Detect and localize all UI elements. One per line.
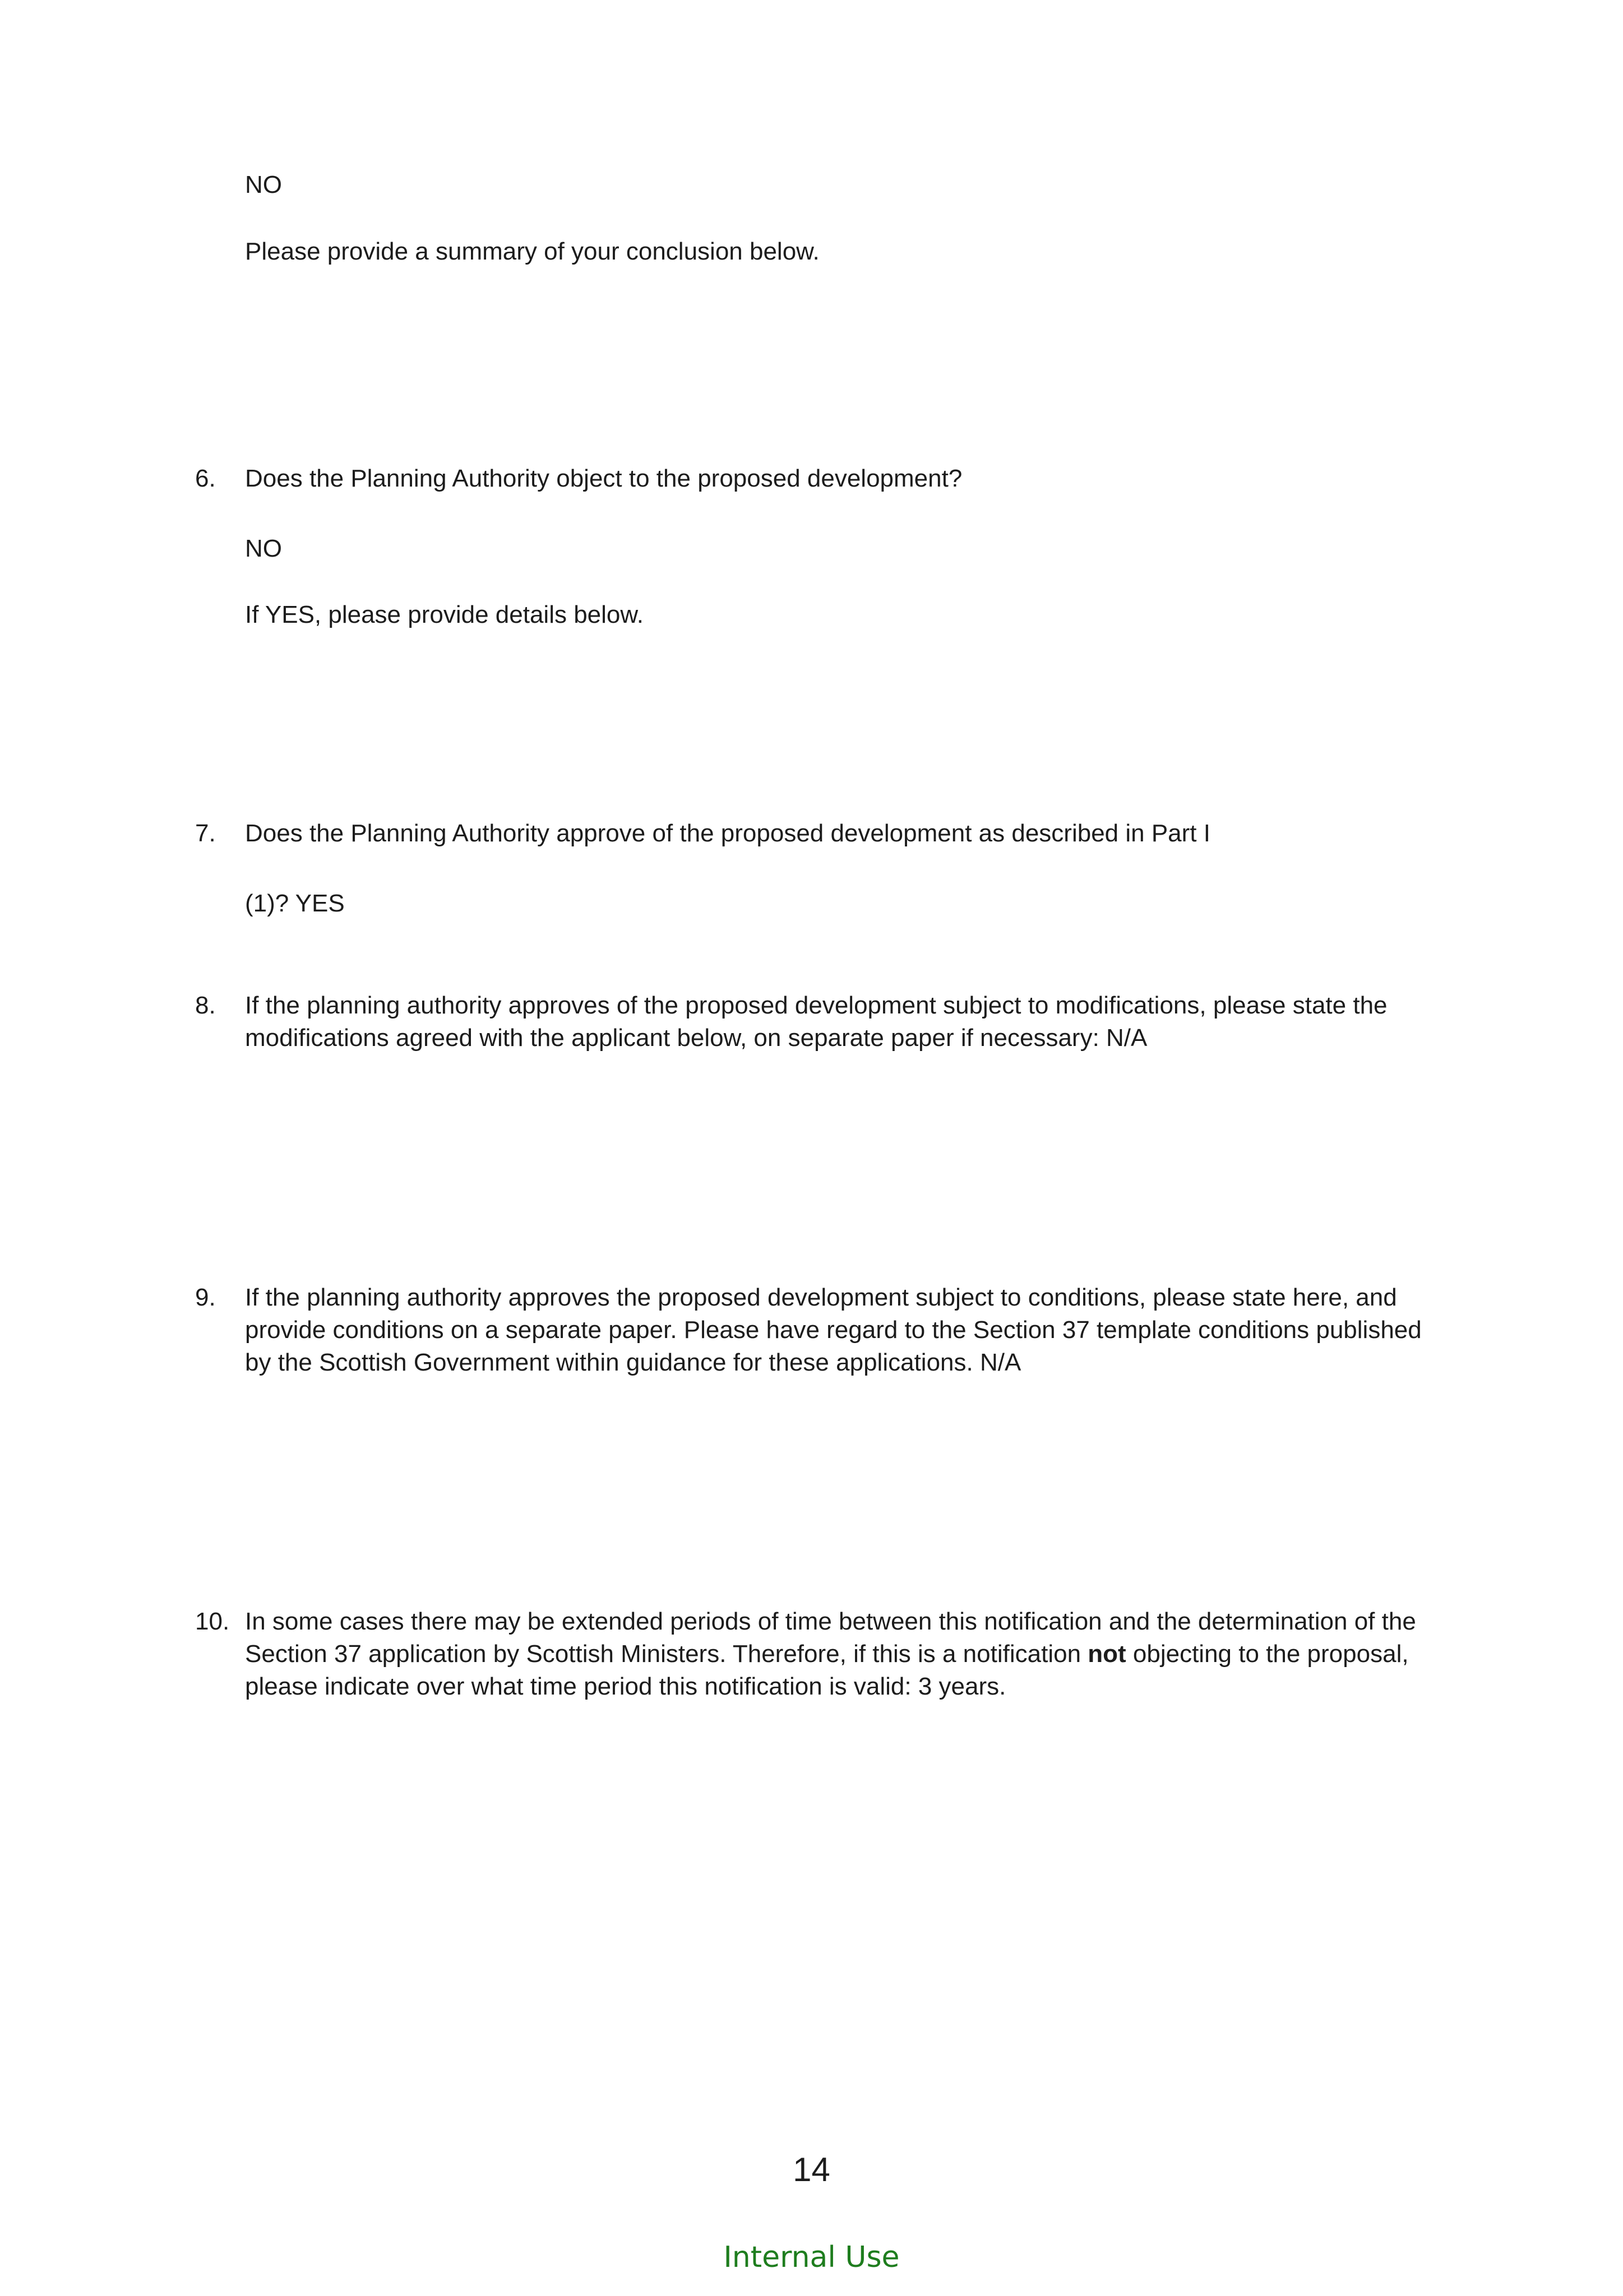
question-6-prompt: If YES, please provide details below. (245, 601, 644, 628)
question-10-emphasis-not: not (1088, 1640, 1126, 1668)
question-10-line-2-end: objecting to the proposal, (1126, 1640, 1409, 1668)
question-9-line-2: provide conditions on a separate paper. Please have regard to the Section 37 template conditions published (245, 1316, 1422, 1344)
question-10-line-2 (245, 1638, 1409, 1670)
question-6-number: 6. (195, 465, 216, 492)
question-7-answer: (1)? YES (245, 890, 345, 917)
question-10-number: 10. (195, 1608, 230, 1635)
question-6-answer: NO (245, 535, 282, 562)
question-6-text: Does the Planning Authority object to the proposed development? (245, 465, 963, 492)
question-10-line-2-start: Section 37 application by Scottish Ministers. Therefore, if this is a notification (245, 1640, 1088, 1668)
question-7-number: 7. (195, 820, 216, 847)
question-10-line-3: please indicate over what time period this notification is valid: 3 years. (245, 1673, 1006, 1700)
previous-answer: NO (245, 171, 282, 198)
page-number: 14 (793, 2151, 830, 2188)
question-9-line-1: If the planning authority approves the proposed development subject to conditions, please state here, and (245, 1284, 1397, 1311)
question-10-line-1: In some cases there may be extended periods of time between this notification and the determination of the (245, 1608, 1416, 1635)
classification-label: Internal Use (723, 2241, 900, 2274)
question-8-line-1: If the planning authority approves of the proposed development subject to modifications, please state the (245, 992, 1388, 1019)
question-9-number: 9. (195, 1284, 216, 1311)
summary-prompt: Please provide a summary of your conclusion below. (245, 238, 820, 265)
question-7-text: Does the Planning Authority approve of the proposed development as described in Part I (245, 820, 1210, 847)
question-8-line-2: modifications agreed with the applicant below, on separate paper if necessary: N/A (245, 1024, 1148, 1052)
question-8-number: 8. (195, 992, 216, 1019)
question-9-line-3: by the Scottish Government within guidance for these applications. N/A (245, 1349, 1021, 1376)
